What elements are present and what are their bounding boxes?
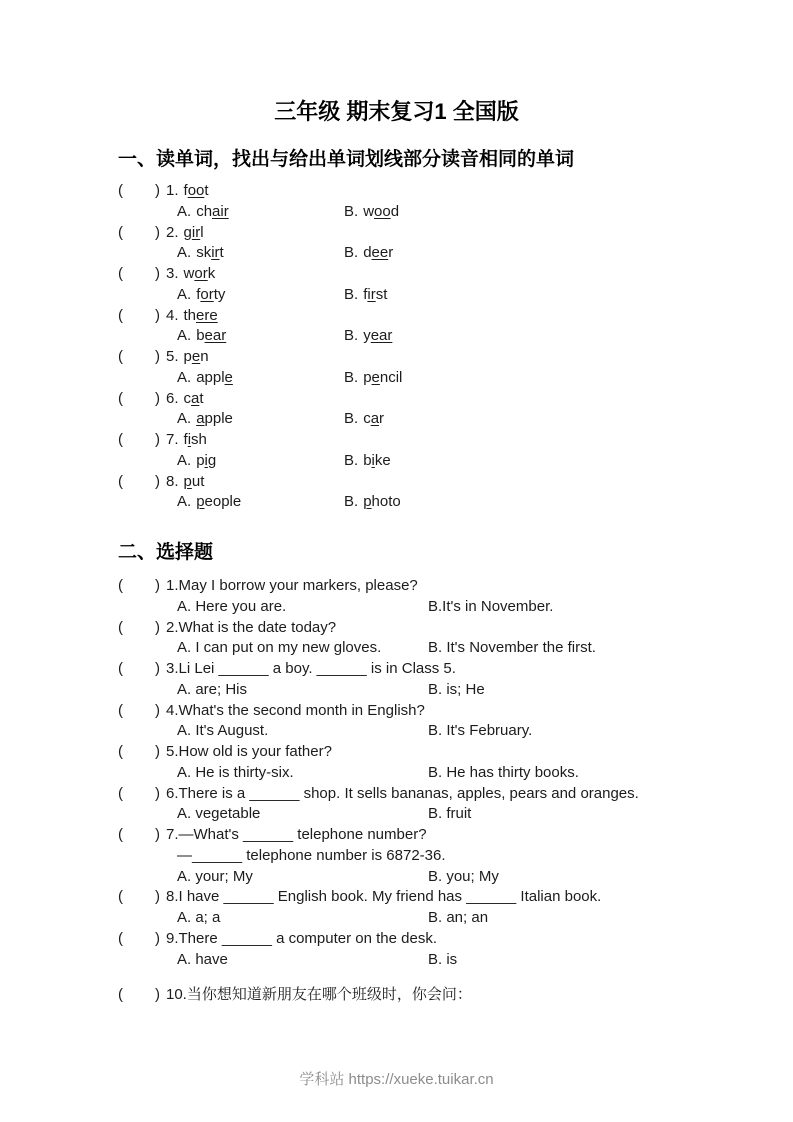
paren-close: ) [155, 306, 160, 324]
footer-site-text: 学科站 https://xueke.tuikar.cn [299, 1071, 494, 1088]
word-pre: p [363, 368, 372, 386]
word-underlined: ear [370, 327, 393, 345]
word-underlined: ir [211, 244, 220, 262]
option-a [177, 368, 344, 389]
word-pre: b [363, 451, 372, 469]
s2-question-6 [118, 784, 753, 805]
s2-question-9 [118, 929, 753, 950]
option-letter: A. [177, 327, 192, 345]
word-post: n [200, 348, 209, 365]
word-post: r [379, 410, 385, 428]
s2-options-7 [118, 867, 753, 888]
option-letter: B. [344, 327, 359, 345]
question-number: 8. [166, 472, 179, 490]
question-text: 8.I have ______ English book. My friend has ______ Italian book. [166, 888, 602, 906]
target-word [184, 348, 209, 365]
option-a [177, 492, 344, 513]
option-letter: B. [344, 410, 359, 428]
word-underlined: oo [374, 202, 391, 220]
option-b [344, 203, 399, 220]
option-b: B. is [428, 950, 458, 968]
s2-options-8 [118, 908, 753, 929]
paren-open: ( [118, 431, 123, 448]
word-post: pple [204, 410, 233, 428]
word-pre: p [183, 348, 192, 365]
option-letter: B. [344, 451, 359, 469]
word-pre: f [183, 431, 188, 448]
paren-open: ( [118, 929, 123, 947]
word-underlined: or [194, 265, 208, 282]
word-underlined: p [363, 493, 372, 511]
word-post: st [375, 285, 388, 303]
option-a: A. a; a [177, 909, 221, 926]
s1-options-2 [118, 243, 753, 264]
paren-open: ( [118, 223, 123, 241]
word-post: hoto [371, 493, 401, 511]
paren-open: ( [118, 660, 123, 677]
paren-close: ) [155, 701, 160, 719]
word-post: l [200, 223, 204, 241]
s1-question-2 [118, 223, 753, 244]
word-pre: f [363, 285, 368, 303]
s1-options-5 [118, 368, 753, 389]
s2-options-1 [118, 597, 753, 618]
s1-options-6 [118, 409, 753, 430]
word-underlined: p [183, 472, 192, 490]
question-number: 1. [166, 182, 179, 199]
word-pre: ch [196, 202, 213, 220]
section2-heading: 二、选择题 [118, 542, 214, 563]
word-post: ut [191, 472, 205, 490]
option-a [177, 202, 344, 223]
option-letter: A. [177, 410, 192, 428]
option-a [177, 451, 344, 472]
s1-question-8 [118, 472, 753, 493]
target-word [184, 182, 209, 199]
option-b: B. It's November the first. [428, 639, 596, 657]
s2-question-5 [118, 742, 753, 763]
s1-question-7 [118, 430, 753, 451]
option-letter: A. [177, 285, 192, 303]
section1-heading: 一、读单词，找出与给出单词划线部分读音相同的单词 [118, 149, 575, 170]
s1-question-3 [118, 264, 753, 285]
paren-open: ( [118, 784, 123, 802]
s1-question-4 [118, 306, 753, 327]
word-pre: f [183, 182, 188, 199]
word-underlined: ere [196, 306, 218, 324]
word-underlined: a [196, 410, 205, 428]
word-underlined: a [370, 410, 380, 428]
paren-open: ( [118, 182, 123, 199]
paren-open: ( [118, 986, 123, 1004]
word-pre: c [183, 389, 192, 407]
s2-question-8 [118, 887, 753, 908]
option-b [344, 327, 392, 344]
target-word [184, 265, 216, 282]
word-underlined: e [371, 368, 380, 386]
option-b [344, 369, 402, 386]
question-text: 2.What is the date today? [166, 618, 337, 636]
word-post: t [199, 389, 204, 407]
option-a: A. are; His [177, 680, 248, 698]
word-post: sh [191, 431, 207, 448]
option-a: A. have [177, 950, 228, 968]
s1-options-4 [118, 326, 753, 347]
word-underlined: i [371, 451, 375, 469]
question-number: 7. [166, 431, 179, 448]
word-underlined: ir [191, 223, 201, 241]
word-underlined: air [212, 202, 229, 220]
word-underlined: or [200, 285, 214, 303]
word-pre: b [196, 327, 205, 345]
s2-options-3 [118, 680, 753, 701]
question-text: 5.How old is your father? [166, 743, 332, 760]
question-number: 4. [166, 306, 179, 324]
option-a [177, 285, 344, 306]
option-b: B. is; He [428, 680, 485, 698]
question-number: 3. [166, 265, 179, 282]
word-underlined: e [191, 348, 201, 365]
word-underlined: ee [371, 244, 389, 262]
paren-open: ( [118, 577, 123, 594]
word-pre: w [363, 202, 375, 220]
word-underlined: ear [204, 327, 227, 345]
s2-question-7 [118, 825, 753, 846]
option-b [344, 410, 384, 427]
option-a: A. vegetable [177, 805, 261, 823]
question-number: 2. [166, 223, 179, 241]
option-letter: A. [177, 368, 192, 386]
s2-question-10 [118, 985, 753, 1006]
paren-close: ) [155, 986, 160, 1004]
word-pre: d [363, 244, 372, 262]
footer-watermark [0, 1069, 793, 1090]
paren-close: ) [155, 784, 160, 802]
s2-options-4 [118, 721, 753, 742]
option-b: B. fruit [428, 805, 472, 823]
question-text: 3.Li Lei ______ a boy. ______ is in Class 5. [166, 660, 456, 677]
paren-open: ( [118, 701, 123, 719]
word-underlined: i [204, 451, 208, 469]
s2-question-3 [118, 659, 753, 680]
question-text: 1.May I borrow your markers, please? [166, 577, 418, 594]
s1-question-1 [118, 181, 753, 202]
option-b: B. you; My [428, 867, 499, 885]
s2-question-2 [118, 618, 753, 639]
option-a: A. Here you are. [177, 597, 287, 615]
s2-options-9 [118, 950, 753, 971]
option-letter: A. [177, 202, 192, 220]
word-post: t [204, 182, 209, 199]
option-a: A. It's August. [177, 722, 269, 740]
word-pre: th [183, 306, 197, 324]
option-letter: B. [344, 285, 359, 303]
paren-open: ( [118, 265, 123, 282]
s2-question-4 [118, 701, 753, 722]
target-word [184, 390, 204, 407]
option-a: A. I can put on my new gloves. [177, 639, 382, 657]
paren-close: ) [155, 389, 160, 407]
option-letter: B. [344, 368, 359, 386]
paren-close: ) [155, 182, 160, 199]
option-b: B.It's in November. [428, 597, 554, 615]
paren-open: ( [118, 888, 123, 906]
word-pre: p [196, 451, 205, 469]
target-word [184, 431, 207, 448]
target-word [184, 224, 204, 241]
option-letter: B. [344, 244, 359, 262]
s1-options-1 [118, 202, 753, 223]
word-post: r [388, 244, 394, 262]
paren-open: ( [118, 826, 123, 843]
paren-close: ) [155, 265, 160, 282]
target-word [184, 473, 205, 490]
word-pre: g [183, 223, 192, 241]
s2-question-1 [118, 576, 753, 597]
word-pre: sk [196, 244, 212, 262]
option-b [344, 452, 391, 469]
word-underlined: oo [187, 182, 205, 199]
paren-open: ( [118, 618, 123, 636]
word-pre: f [196, 285, 201, 303]
question-text: —______ telephone number is 6872-36. [177, 846, 446, 864]
paren-open: ( [118, 472, 123, 490]
target-word [184, 307, 218, 324]
paren-close: ) [155, 472, 160, 490]
paren-close: ) [155, 431, 160, 448]
question-text: 6.There is a ______ shop. It sells bananas, apples, pears and oranges. [166, 784, 639, 802]
option-a [177, 326, 344, 347]
word-underlined: i [187, 431, 192, 448]
word-pre: w [183, 265, 195, 282]
question-text: 9.There ______ a computer on the desk. [166, 929, 438, 947]
word-underlined: p [196, 493, 205, 511]
option-a [177, 409, 344, 430]
s1-question-5 [118, 347, 753, 368]
paren-close: ) [155, 223, 160, 241]
word-post: ncil [379, 368, 403, 386]
option-b [344, 493, 401, 510]
word-underlined: ir [367, 285, 376, 303]
paren-close: ) [155, 660, 160, 677]
option-a: A. He is thirty-six. [177, 763, 294, 781]
word-post: ke [374, 451, 391, 469]
option-b: B. He has thirty books. [428, 763, 579, 781]
paren-open: ( [118, 743, 123, 760]
option-letter: B. [344, 202, 359, 220]
paren-close: ) [155, 577, 160, 594]
paren-close: ) [155, 743, 160, 760]
option-a: A. your; My [177, 867, 253, 885]
s1-options-7 [118, 451, 753, 472]
question-text: 10.当你想知道新朋友在哪个班级时，你会问： [166, 986, 472, 1004]
option-letter: A. [177, 451, 192, 469]
word-post: k [207, 265, 216, 282]
word-pre: appl [196, 368, 225, 386]
s1-options-8 [118, 492, 753, 513]
question-number: 6. [166, 389, 179, 407]
option-b [344, 286, 387, 303]
s2-options-5 [118, 763, 753, 784]
page-title: 三年级 期末复习1 全国版 [274, 99, 519, 124]
word-post: g [207, 451, 217, 469]
word-post: t [219, 244, 224, 262]
word-pre: c [363, 410, 371, 428]
paren-close: ) [155, 618, 160, 636]
paren-close: ) [155, 888, 160, 906]
option-letter: B. [344, 493, 359, 511]
paren-close: ) [155, 929, 160, 947]
paren-open: ( [118, 389, 123, 407]
s2-options-6 [118, 804, 753, 825]
question-text: 7.—What's ______ telephone number? [166, 826, 427, 843]
paren-open: ( [118, 348, 123, 365]
word-post: ty [213, 285, 226, 303]
question-text: 4.What's the second month in English? [166, 701, 425, 719]
option-a [177, 243, 344, 264]
option-b: B. It's February. [428, 722, 533, 740]
option-b [344, 244, 393, 261]
s1-options-3 [118, 285, 753, 306]
s2-options-2 [118, 638, 753, 659]
word-underlined: e [224, 368, 233, 386]
word-post: d [390, 202, 400, 220]
paren-open: ( [118, 306, 123, 324]
word-underlined: a [191, 389, 200, 407]
paren-close: ) [155, 348, 160, 365]
question-number: 5. [166, 348, 179, 365]
word-pre: y [363, 327, 371, 345]
s2-question-7-line2 [118, 846, 753, 867]
option-letter: A. [177, 493, 192, 511]
s1-question-6 [118, 389, 753, 410]
option-b: B. an; an [428, 909, 489, 926]
option-letter: A. [177, 244, 192, 262]
word-post: eople [204, 493, 242, 511]
paren-close: ) [155, 826, 160, 843]
